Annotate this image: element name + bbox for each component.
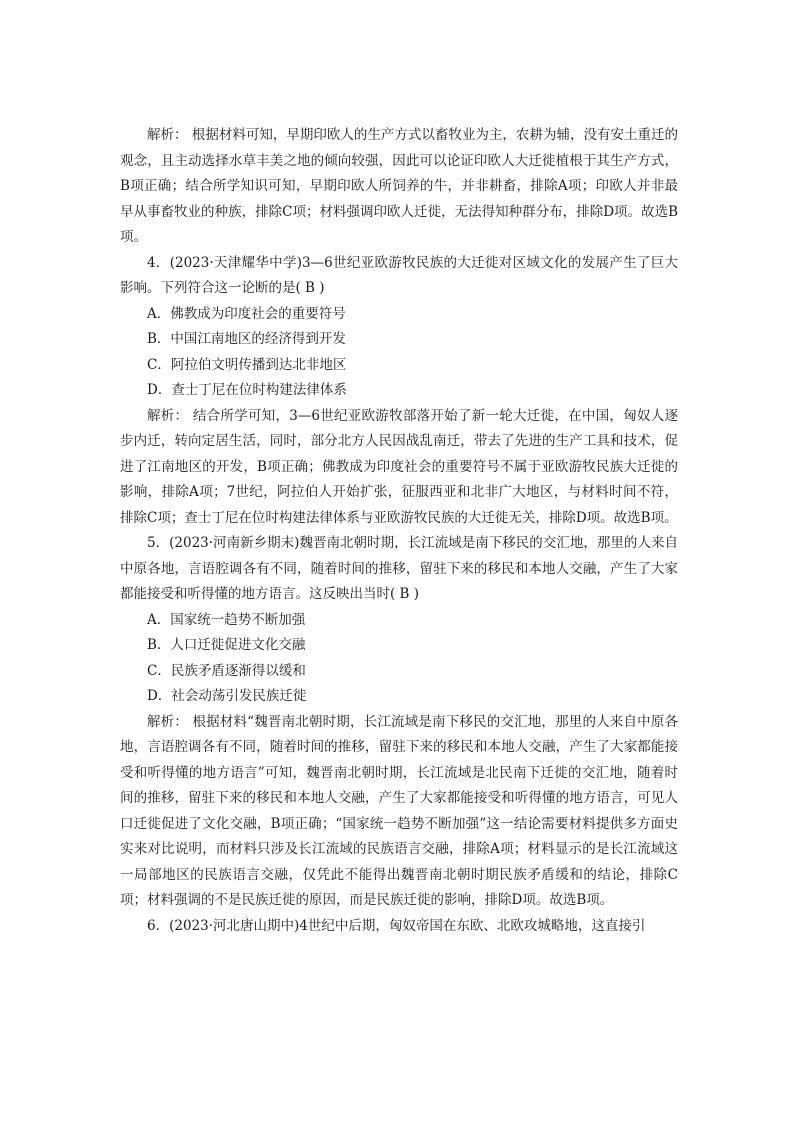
question-4-option-b: B．中国江南地区的经济得到开发 bbox=[147, 331, 346, 347]
question-5-option-a: A．国家统一趋势不断加强 bbox=[147, 611, 306, 628]
question-4-option-a: A．佛教成为印度社会的重要符号 bbox=[147, 305, 346, 322]
question-5-stem: 5．(2023·河南新乡期末)魏晋南北朝时期，长江流域是南下移民的交汇地，那里的人来自中原各地，言语腔调各有不同，随着时间的推移，留驻下来的移民和本地人交融，产生了大家都能接受和听得懂的地方语言。这反映出当时( B ) bbox=[120, 535, 678, 602]
analysis-q4: 解析： 结合所学可知，3—6世纪亚欧游牧部落开始了新一轮大迁徙，在中国，匈奴人逐步内迁，转向定居生活，同时，部分北方人民因战乱南迁，带去了先进的生产工具和技术，促进了江南地区的开发，B项正确；佛教成为印度社会的重要符号不属于亚欧游牧民族大迁徙的影响，排除A项；7世纪，阿拉伯人开始扩张，征服西亚和北非广大地区，与材料时间不符，排除C项；查士丁尼在位时构建法律体系与亚欧游牧民族的大迁徙无关，排除D项。故选B项。 bbox=[120, 407, 678, 526]
question-6-stem: 6．(2023·河北唐山期中)4世纪中后期，匈奴帝国在东欧、北欧攻城略地，这直接引 bbox=[147, 917, 646, 934]
question-4-option-d: D．查士丁尼在位时构建法律体系 bbox=[147, 382, 347, 398]
analysis-q5: 解析： 根据材料“魏晋南北朝时期，长江流域是南下移民的交汇地，那里的人来自中原各地，言语腔调各有不同，随着时间的推移，留驻下来的移民和本地人交融，产生了大家都能接受和听得懂的地方语言”可知，魏晋南北朝时期，长江流域是北民南下迁徙的交汇地，随着时间的推移，留驻下来的移民和本地人交融，产生了大家都能接受和听得懂的地方语言，可见人口迁徙促进了文化交融，B项正确；“国家统一趋势不断加强”这一结论需要材料提供多方面史实来对比说明，而材料只涉及长江流域的民族语言交融，排除A项；材料显示的是长江流域这一局部地区的民族语言交融，仅凭此不能得出魏晋南北朝时期民族矛盾缓和的结论，排除C项；材料强调的不是民族迁徙的原因，而是民族迁徙的影响，排除D项。故选B项。 bbox=[120, 713, 678, 908]
question-5-option-b: B．人口迁徙促进文化交融 bbox=[147, 637, 306, 653]
question-5-option-c: C．民族矛盾逐渐得以缓和 bbox=[147, 662, 306, 679]
document-body bbox=[120, 123, 678, 939]
question-4-option-c: C．阿拉伯文明传播到达北非地区 bbox=[147, 356, 347, 373]
question-5-option-d: D．社会动荡引发民族迁徙 bbox=[147, 688, 307, 704]
analysis-q3: 解析： 根据材料可知，早期印欧人的生产方式以畜牧业为主，农耕为辅，没有安土重迁的观念，且主动选择水草丰美之地的倾向较强，因此可以论证印欧人大迁徙植根于其生产方式，B项正确；结合所学知识可知，早期印欧人所饲养的牛，并非耕畜，排除A项；印欧人并非最早从事畜牧业的种族，排除C项；材料强调印欧人迁徙，无法得知种群分布，排除D项。故选B项。 bbox=[120, 127, 678, 245]
question-4-stem: 4．(2023·天津耀华中学)3—6世纪亚欧游牧民族的大迁徙对区域文化的发展产生了巨大影响。下列符合这一论断的是( B ) bbox=[120, 254, 678, 296]
